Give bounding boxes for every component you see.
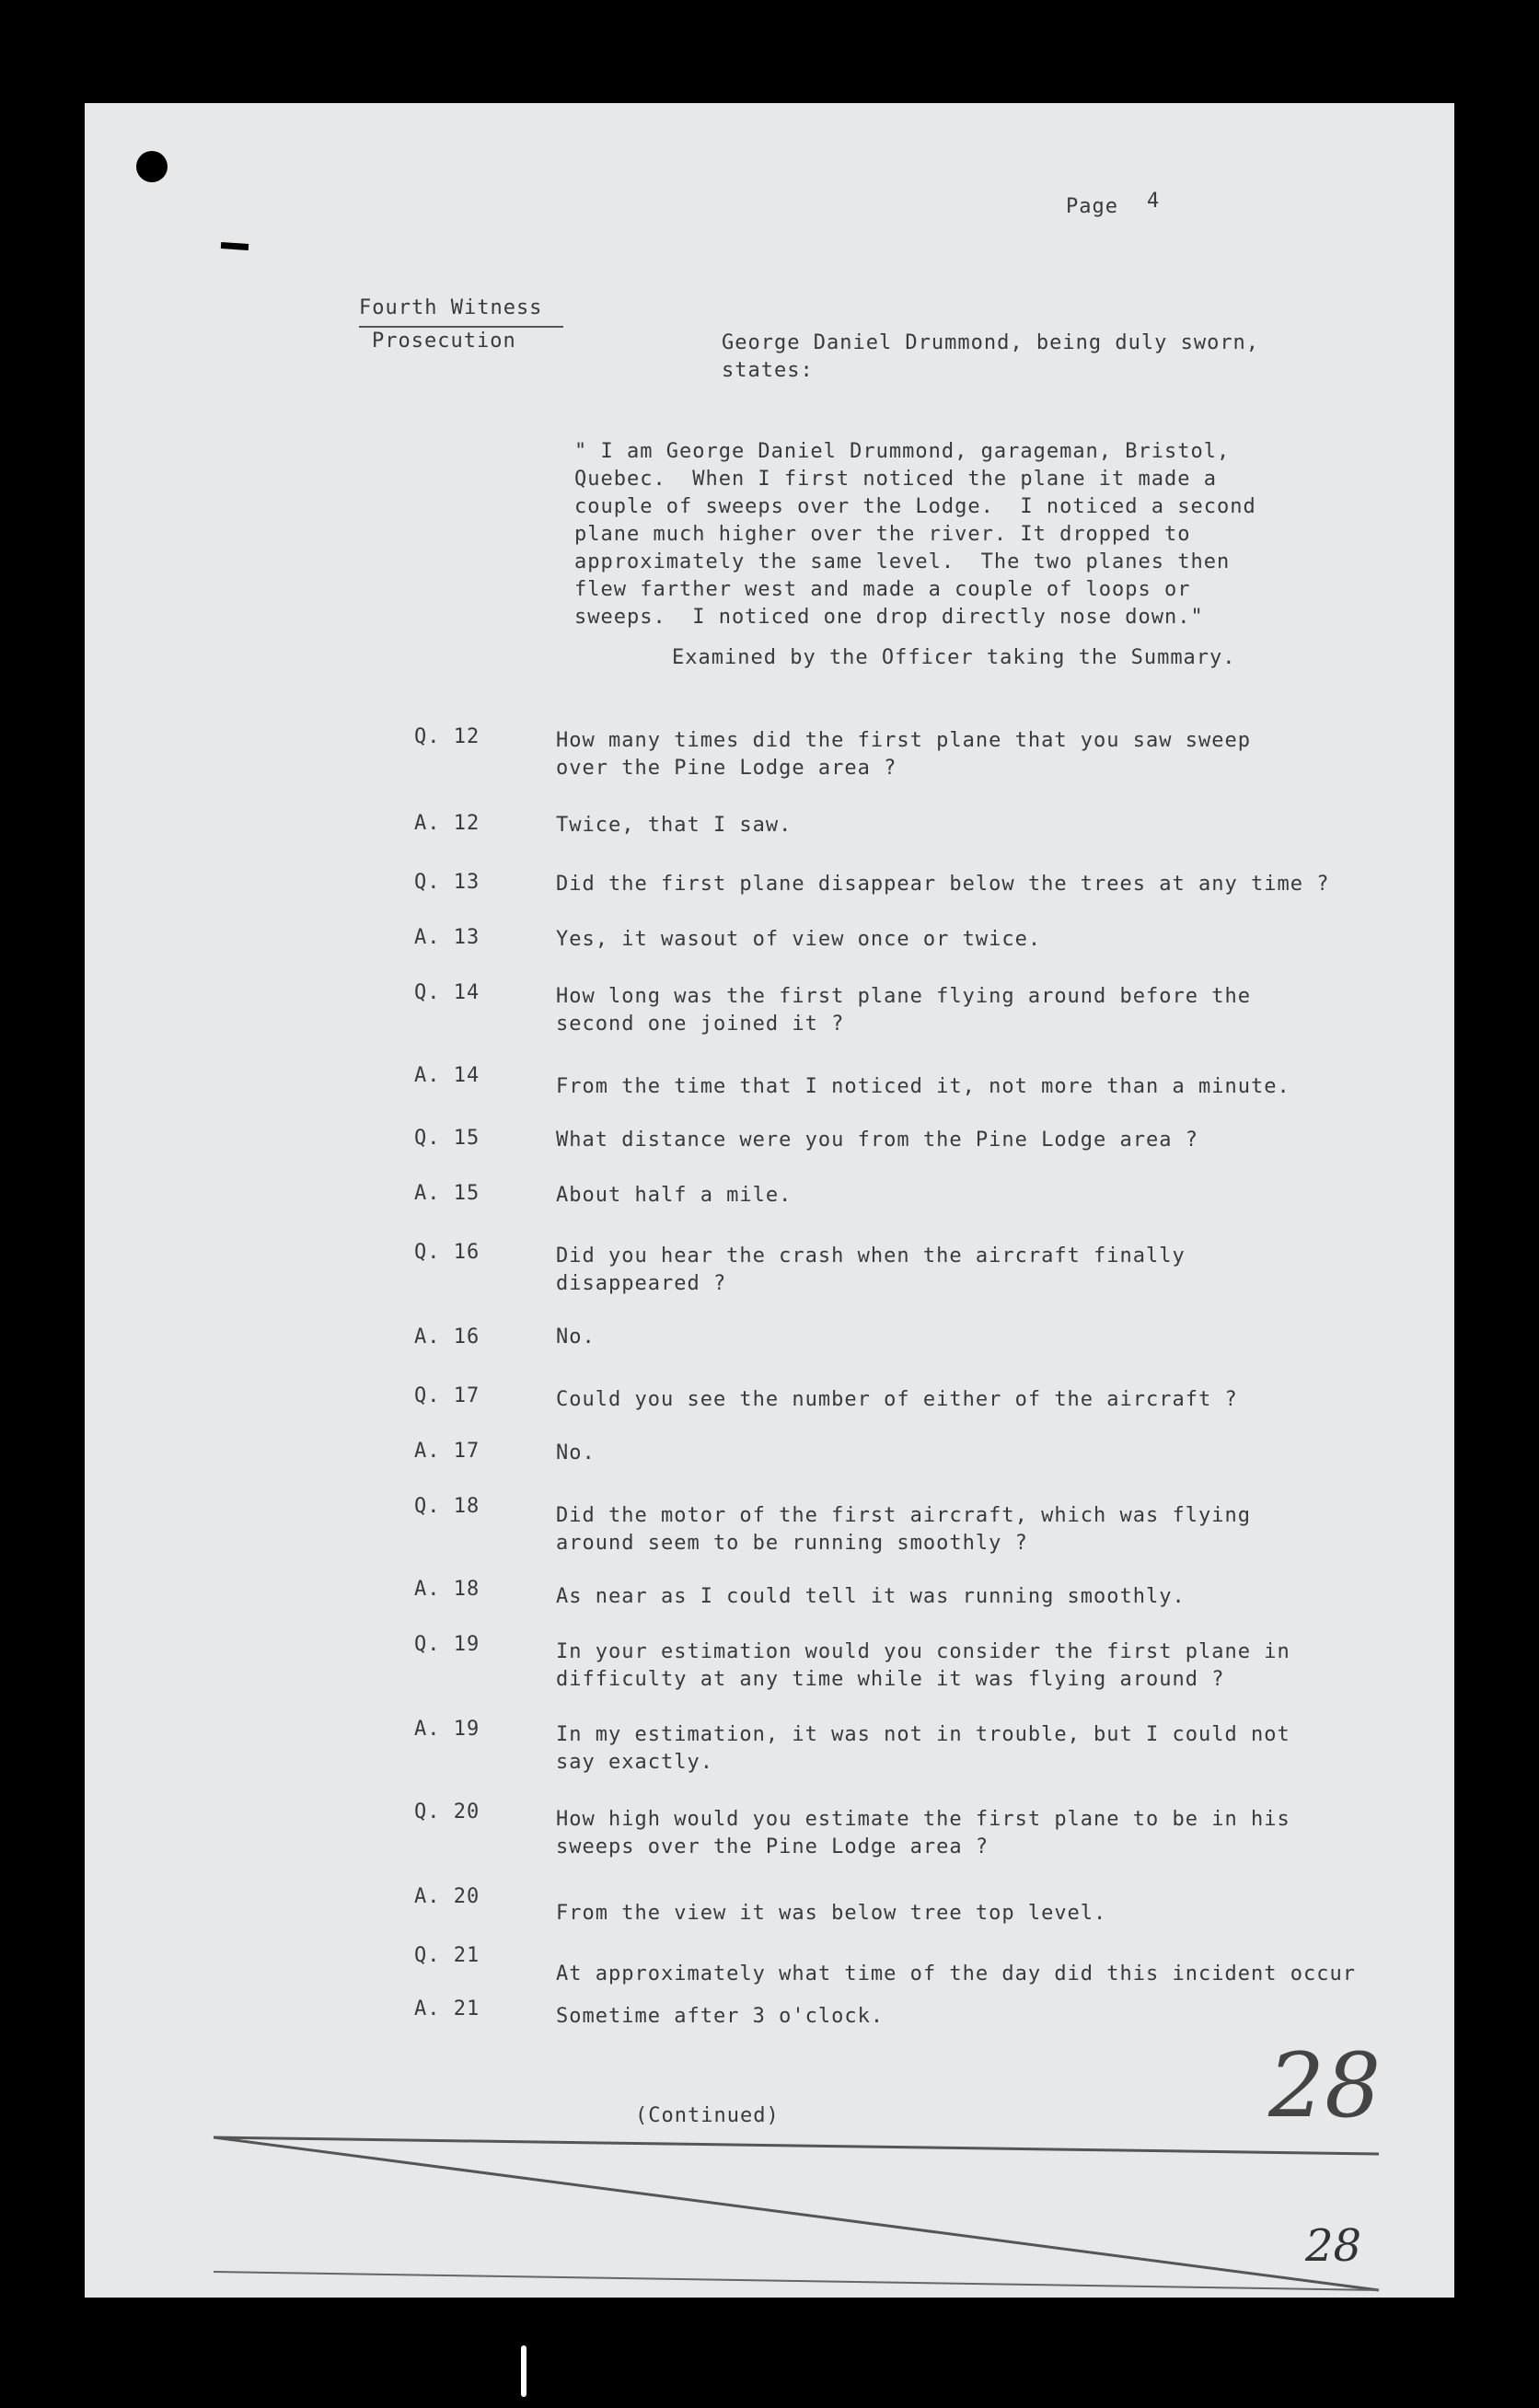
- qa-label: Q. 14: [414, 981, 480, 1004]
- qa-label: Q. 17: [414, 1384, 480, 1407]
- qa-label: A. 16: [414, 1326, 480, 1349]
- qa-text: About half a mile.: [556, 1184, 793, 1207]
- qa-label: Q. 18: [414, 1495, 480, 1518]
- qa-text: As near as I could tell it was running smoothly.: [556, 1585, 1186, 1608]
- qa-text: From the view it was below tree top level.: [556, 1902, 1107, 1925]
- qa-text: Sometime after 3 o'clock.: [556, 2005, 885, 2028]
- qa-text: Did the first plane disappear below the trees at any time ?: [556, 873, 1330, 896]
- qa-text: How high would you estimate the first plane to be in his sweeps over the Pine Lodge area ?: [556, 1808, 1290, 1858]
- examined-note: Examined by the Officer taking the Summary.: [672, 646, 1236, 669]
- continued-note: (Continued): [635, 2104, 780, 2127]
- qa-text: At approximately what time of the day did this incident occur: [556, 1962, 1356, 1985]
- qa-label: A. 20: [414, 1885, 480, 1908]
- qa-label: A. 17: [414, 1440, 480, 1463]
- diagonal-strike: [214, 2137, 1379, 2290]
- witness-side: Prosecution: [372, 330, 516, 353]
- qa-label: A. 14: [414, 1064, 480, 1087]
- witness-heading: Fourth Witness: [359, 296, 543, 319]
- qa-text: In my estimation, it was not in trouble, but I could not say exactly.: [556, 1723, 1290, 1774]
- qa-label: Q. 20: [414, 1800, 480, 1823]
- witness-intro: George Daniel Drummond, being duly sworn, states:: [722, 331, 1260, 382]
- qa-label: Q. 21: [414, 1944, 480, 1967]
- qa-text: Twice, that I saw.: [556, 814, 793, 837]
- witness-statement: " I am George Daniel Drummond, garageman, Bristol, Quebec. When I first noticed the plane it made a couple of sweeps over the Lodge. I noticed a second plane much higher over the river. It dropped to approximately the same level. The two planes then flew farther west and made a couple of loops or sweeps. I noticed one drop directly nose down.": [574, 440, 1256, 629]
- qa-text: From the time that I noticed it, not more than a minute.: [556, 1075, 1290, 1098]
- qa-text: Did the motor of the first aircraft, which was flying around seem to be running smoothly ?: [556, 1504, 1251, 1555]
- qa-label: A. 15: [414, 1182, 480, 1205]
- qa-text: No.: [556, 1441, 596, 1464]
- qa-text: Could you see the number of either of the aircraft ?: [556, 1388, 1238, 1411]
- film-mark: [521, 2345, 526, 2397]
- qa-text: In your estimation would you consider the first plane in difficulty at any time while it was flying around ?: [556, 1640, 1290, 1691]
- qa-text: Did you hear the crash when the aircraft finally disappeared ?: [556, 1245, 1186, 1295]
- qa-text: What distance were you from the Pine Lodge area ?: [556, 1129, 1199, 1152]
- qa-label: A. 18: [414, 1578, 480, 1601]
- qa-label: A. 12: [414, 812, 480, 835]
- qa-label: A. 13: [414, 926, 480, 949]
- page-number: 4: [1147, 190, 1161, 213]
- qa-label: Q. 16: [414, 1241, 480, 1264]
- qa-text: Yes, it wasout of view once or twice.: [556, 928, 1042, 951]
- qa-text: How many times did the first plane that you saw sweep over the Pine Lodge area ?: [556, 729, 1251, 780]
- qa-label: A. 19: [414, 1718, 480, 1741]
- qa-label: Q. 13: [414, 871, 480, 894]
- qa-label: Q. 19: [414, 1633, 480, 1656]
- rule-line-top: [214, 2137, 1379, 2154]
- qa-label: A. 21: [414, 1997, 480, 2020]
- qa-text: How long was the first plane flying around before the second one joined it ?: [556, 985, 1251, 1036]
- qa-label: Q. 15: [414, 1127, 480, 1150]
- handwritten-page-number: 28: [1268, 2034, 1382, 2137]
- qa-label: Q. 12: [414, 725, 480, 748]
- page-label: Page: [1066, 195, 1118, 218]
- handwritten-initials: 28: [1305, 2220, 1362, 2272]
- qa-text: No.: [556, 1326, 596, 1349]
- rule-line-bottom: [214, 2272, 1379, 2290]
